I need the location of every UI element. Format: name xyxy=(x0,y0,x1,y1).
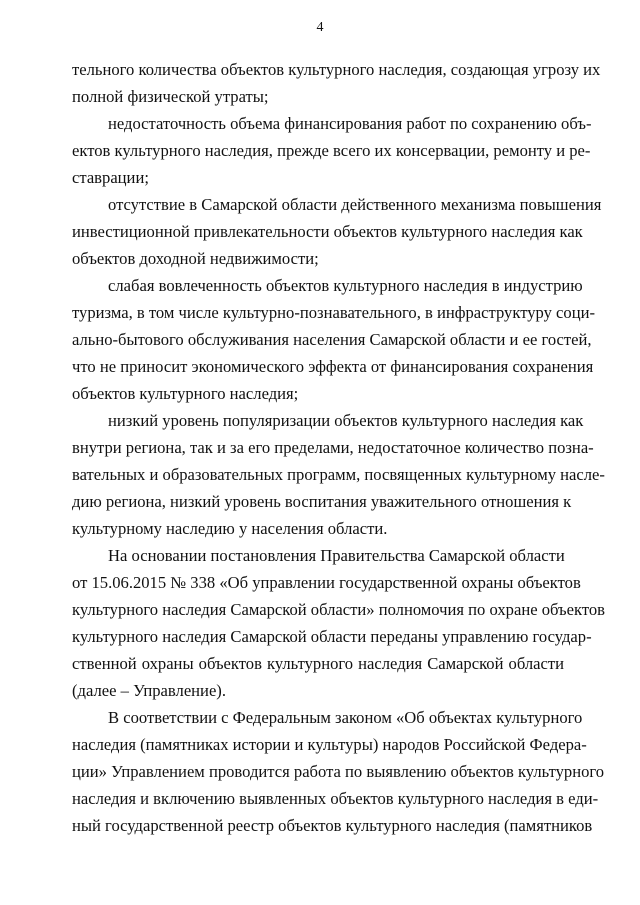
text-line: объектов доходной недвижимости; xyxy=(72,249,319,268)
text-line: недостаточность объема финансирования работ по сохранению объ- xyxy=(108,114,592,133)
text-line: наследия и включению выявленных объектов культурного наследия в еди- xyxy=(72,789,599,808)
text-line: что не приносит экономического эффекта от финансирования сохранения xyxy=(72,357,594,376)
text-line: ектов культурного наследия, прежде всего их консервации, ремонту и ре- xyxy=(72,141,591,160)
text-line: полной физической утраты; xyxy=(72,87,269,106)
text-line: туризма, в том числе культурно-познавательного, в инфраструктуру соци- xyxy=(72,303,596,322)
text-line: дию региона, низкий уровень воспитания уважительного отношения к xyxy=(72,492,572,511)
text-line: культурного наследия Самарской области» полномочия по охране объектов xyxy=(72,600,606,619)
text-line: объектов культурного наследия; xyxy=(72,384,299,403)
text-line: ставрации; xyxy=(72,168,149,187)
text-line: ально-бытового обслуживания населения Самарской области и ее гостей, xyxy=(72,330,592,349)
text-line: В соответствии с Федеральным законом «Об объектах культурного xyxy=(108,708,583,727)
text-line: инвестиционной привлекательности объектов культурного наследия как xyxy=(72,222,583,241)
text-line: низкий уровень популяризации объектов культурного наследия как xyxy=(108,411,584,430)
text-line: культурного наследия Самарской области переданы управлению государ- xyxy=(72,627,592,646)
text-line: внутри региона, так и за его пределами, недостаточное количество позна- xyxy=(72,438,594,457)
text-line: от 15.06.2015 № 338 «Об управлении государственной охраны объектов xyxy=(72,573,581,592)
text-line: отсутствие в Самарской области действенного механизма повышения xyxy=(108,195,602,214)
text-line: культурному наследию у населения области. xyxy=(72,519,388,538)
text-line: ный государственной реестр объектов культурного наследия (памятников xyxy=(72,816,593,835)
text-line: наследия (памятниках истории и культуры) народов Российской Федера- xyxy=(72,735,587,754)
text-line: (далее – Управление). xyxy=(72,681,226,700)
text-line: ции» Управлением проводится работа по выявлению объектов культурного xyxy=(72,762,605,781)
document-body xyxy=(72,56,606,839)
text-line: На основании постановления Правительства Самарской области xyxy=(108,546,565,565)
text-line: слабая вовлеченность объектов культурного наследия в индустрию xyxy=(108,276,583,295)
text-line: вательных и образовательных программ, посвященных культурному насле- xyxy=(72,465,605,484)
page-number: 4 xyxy=(316,20,324,35)
text-line: ственной охраны объектов культурного наследия Самарской области xyxy=(72,654,564,673)
text-line: тельного количества объектов культурного наследия, создающая угрозу их xyxy=(72,60,601,79)
